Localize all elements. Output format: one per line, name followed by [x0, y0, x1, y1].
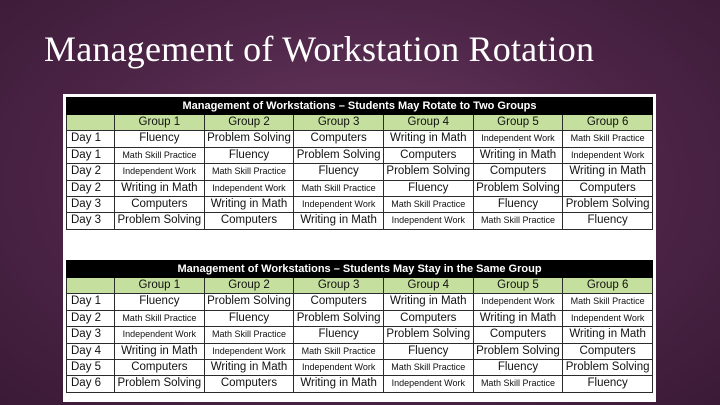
station-cell: Problem Solving: [383, 164, 473, 180]
table-row: [67, 147, 653, 163]
station-cell: Math Skill Practice: [115, 310, 205, 326]
table-row: [67, 376, 653, 392]
station-cell: Independent Work: [383, 376, 473, 392]
table-row: [67, 360, 653, 376]
station-cell: Computers: [115, 197, 205, 213]
station-cell: Writing in Math: [473, 147, 563, 163]
station-cell: Problem Solving: [204, 294, 294, 310]
station-cell: Independent Work: [294, 197, 384, 213]
station-cell: Problem Solving: [563, 197, 653, 213]
station-cell: Computers: [563, 180, 653, 196]
station-cell: Independent Work: [204, 343, 294, 359]
rotation-table-same-group: [66, 260, 653, 393]
group-header-cell: Group 1: [115, 278, 205, 294]
station-cell: Computers: [383, 310, 473, 326]
group-header-cell: Group 5: [473, 278, 563, 294]
station-cell: Independent Work: [383, 213, 473, 229]
station-cell: Math Skill Practice: [383, 360, 473, 376]
table-row: [67, 310, 653, 326]
station-cell: Writing in Math: [294, 376, 384, 392]
day-label-cell: Day 2: [67, 310, 115, 326]
table-row: [67, 197, 653, 213]
station-cell: Writing in Math: [383, 294, 473, 310]
station-cell: Independent Work: [563, 147, 653, 163]
table-header-row: [67, 115, 653, 131]
table-caption: Management of Workstations – Students May Stay in the Same Group: [67, 261, 653, 278]
station-cell: Writing in Math: [115, 180, 205, 196]
day-label-cell: Day 4: [67, 343, 115, 359]
rotation-table-two-groups: [66, 97, 653, 230]
day-label-cell: Day 6: [67, 376, 115, 392]
station-cell: Writing in Math: [115, 343, 205, 359]
station-cell: Writing in Math: [383, 131, 473, 147]
station-cell: Writing in Math: [473, 310, 563, 326]
station-cell: Computers: [115, 360, 205, 376]
station-cell: Problem Solving: [473, 343, 563, 359]
day-label-cell: Day 1: [67, 294, 115, 310]
station-cell: Problem Solving: [115, 376, 205, 392]
table-caption-row: [67, 98, 653, 115]
table-row: [67, 327, 653, 343]
station-cell: Independent Work: [473, 131, 563, 147]
station-cell: Computers: [563, 343, 653, 359]
day-label-cell: Day 3: [67, 327, 115, 343]
station-cell: Fluency: [473, 360, 563, 376]
table-row: [67, 180, 653, 196]
station-cell: Math Skill Practice: [204, 164, 294, 180]
station-cell: Writing in Math: [294, 213, 384, 229]
group-header-cell: Group 6: [563, 115, 653, 131]
group-header-cell: Group 2: [204, 278, 294, 294]
station-cell: Computers: [383, 147, 473, 163]
station-cell: Independent Work: [115, 327, 205, 343]
station-cell: Math Skill Practice: [473, 376, 563, 392]
table-row: [67, 343, 653, 359]
table-row: [67, 294, 653, 310]
station-cell: Problem Solving: [294, 310, 384, 326]
station-cell: Fluency: [473, 197, 563, 213]
station-cell: Fluency: [204, 310, 294, 326]
header-corner-cell: [67, 115, 115, 131]
station-cell: Independent Work: [294, 360, 384, 376]
station-cell: Computers: [204, 213, 294, 229]
station-cell: Math Skill Practice: [383, 197, 473, 213]
station-cell: Problem Solving: [294, 147, 384, 163]
station-cell: Independent Work: [204, 180, 294, 196]
group-header-cell: Group 4: [383, 278, 473, 294]
station-cell: Computers: [473, 164, 563, 180]
station-cell: Problem Solving: [563, 360, 653, 376]
table-row: [67, 131, 653, 147]
group-header-cell: Group 1: [115, 115, 205, 131]
station-cell: Fluency: [115, 131, 205, 147]
slide-title: Management of Workstation Rotation: [44, 29, 595, 69]
day-label-cell: Day 3: [67, 213, 115, 229]
station-cell: Math Skill Practice: [473, 213, 563, 229]
station-cell: Writing in Math: [563, 164, 653, 180]
station-cell: Fluency: [115, 294, 205, 310]
station-cell: Fluency: [204, 147, 294, 163]
day-label-cell: Day 2: [67, 180, 115, 196]
table-header-row: [67, 278, 653, 294]
station-cell: Fluency: [294, 327, 384, 343]
station-cell: Writing in Math: [204, 197, 294, 213]
station-cell: Writing in Math: [204, 360, 294, 376]
table-row: [67, 164, 653, 180]
station-cell: Independent Work: [473, 294, 563, 310]
station-cell: Math Skill Practice: [563, 294, 653, 310]
station-cell: Fluency: [294, 164, 384, 180]
station-cell: Fluency: [383, 180, 473, 196]
station-cell: Fluency: [563, 376, 653, 392]
station-cell: Problem Solving: [383, 327, 473, 343]
day-label-cell: Day 3: [67, 197, 115, 213]
station-cell: Computers: [473, 327, 563, 343]
station-cell: Math Skill Practice: [204, 327, 294, 343]
day-label-cell: Day 5: [67, 360, 115, 376]
group-header-cell: Group 4: [383, 115, 473, 131]
group-header-cell: Group 6: [563, 278, 653, 294]
station-cell: Fluency: [383, 343, 473, 359]
day-label-cell: Day 2: [67, 164, 115, 180]
station-cell: Problem Solving: [473, 180, 563, 196]
table-caption: Management of Workstations – Students May Rotate to Two Groups: [67, 98, 653, 115]
group-header-cell: Group 3: [294, 278, 384, 294]
station-cell: Fluency: [563, 213, 653, 229]
station-cell: Problem Solving: [204, 131, 294, 147]
group-header-cell: Group 3: [294, 115, 384, 131]
day-label-cell: Day 1: [67, 147, 115, 163]
day-label-cell: Day 1: [67, 131, 115, 147]
station-cell: Computers: [294, 131, 384, 147]
station-cell: Math Skill Practice: [294, 343, 384, 359]
station-cell: Math Skill Practice: [115, 147, 205, 163]
station-cell: Computers: [204, 376, 294, 392]
table-caption-row: [67, 261, 653, 278]
station-cell: Independent Work: [115, 164, 205, 180]
header-corner-cell: [67, 278, 115, 294]
station-cell: Math Skill Practice: [563, 131, 653, 147]
group-header-cell: Group 5: [473, 115, 563, 131]
station-cell: Problem Solving: [115, 213, 205, 229]
group-header-cell: Group 2: [204, 115, 294, 131]
station-cell: Computers: [294, 294, 384, 310]
station-cell: Independent Work: [563, 310, 653, 326]
table-row: [67, 213, 653, 229]
station-cell: Math Skill Practice: [294, 180, 384, 196]
station-cell: Writing in Math: [563, 327, 653, 343]
